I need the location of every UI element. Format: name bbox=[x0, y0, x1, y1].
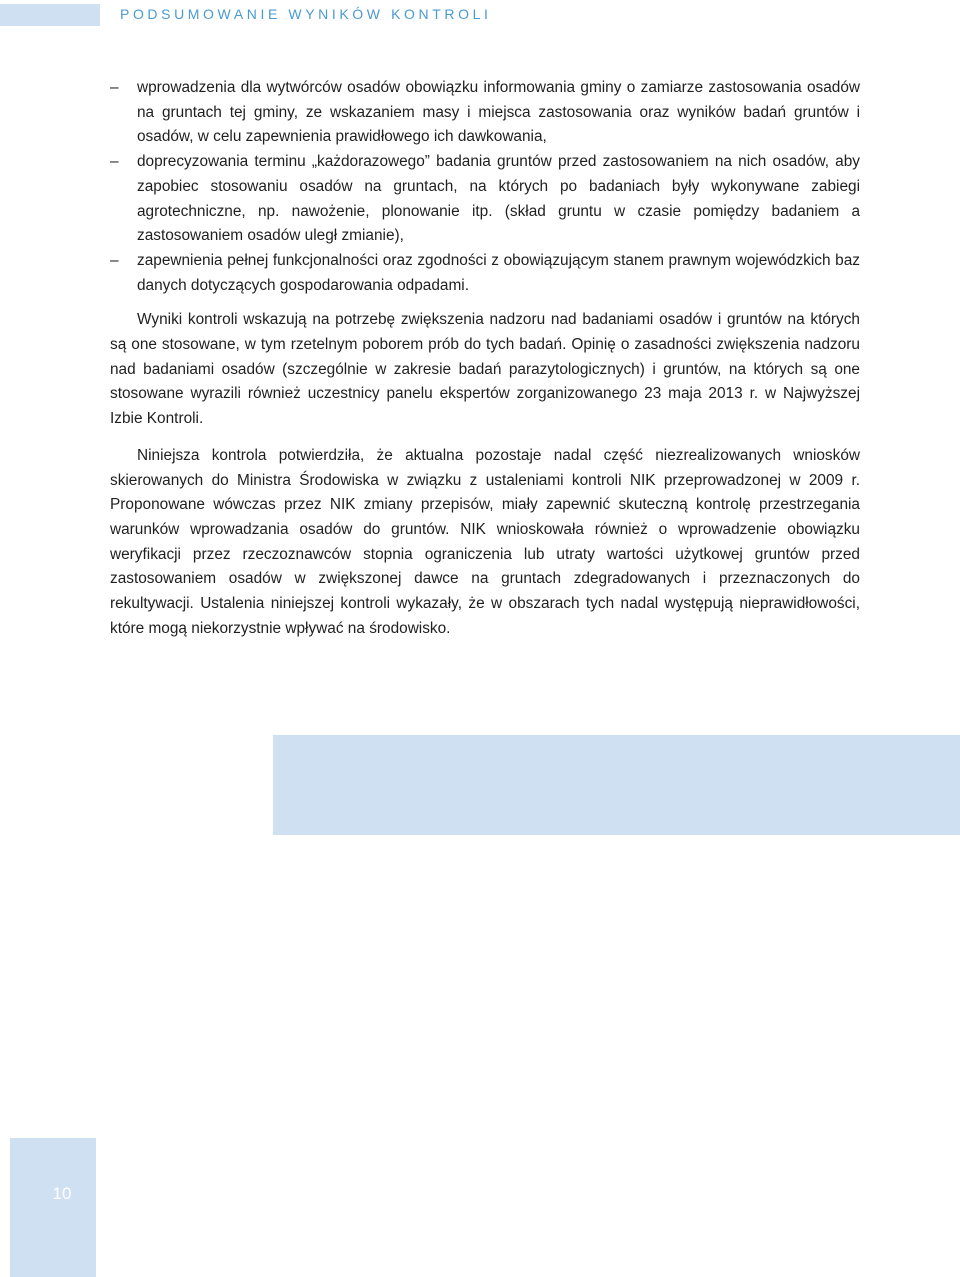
header-accent-bar bbox=[0, 4, 100, 26]
main-content bbox=[110, 76, 860, 641]
dash-bullet: – bbox=[110, 251, 119, 269]
list-item bbox=[110, 76, 860, 150]
page-number-tab bbox=[10, 1138, 96, 1277]
body-paragraph: Wyniki kontroli wskazują na potrzebę zwiększenia nadzoru nad badaniami osadów i gruntów na których są one stosowane, w tym rzetelnym poborem prób do tych badań. Opinię o zasadności zwiększenia nadzoru nad badaniami osadów (szczególnie w zakresie badań parazytologicznych) i gruntów, na których są one stosowane wyrazili również uczestnicy panelu ekspertów zorganizowanego 23 maja 2013 r. w Najwyższej Izbie Kontroli. bbox=[110, 311, 860, 428]
dash-bullet: – bbox=[110, 153, 119, 171]
section-title: PODSUMOWANIE WYNIKÓW KONTROLI bbox=[120, 6, 492, 22]
list-item bbox=[110, 249, 860, 298]
list-item-text: wprowadzenia dla wytwórców osadów obowiązku informowania gminy o zamiarze zastosowania osadów na gruntach tej gminy, ze wskazaniem masy i miejsca zastosowania oraz wyników badań gruntów i osadów, w celu zapewnienia prawidłowego ich dawkowania, bbox=[137, 79, 860, 146]
recommendations-list bbox=[110, 76, 860, 298]
list-item-text: zapewnienia pełnej funkcjonalności oraz zgodności z obowiązującym stanem prawnym wojewódzkich baz danych dotyczących gospodarowania odpadami. bbox=[137, 251, 860, 294]
list-item bbox=[110, 150, 860, 249]
decorative-blue-panel bbox=[273, 735, 960, 835]
dash-bullet: – bbox=[110, 79, 119, 96]
list-item-text: doprecyzowania terminu „każdorazowego” badania gruntów przed zastosowaniem na nich osadów, aby zapobiec stosowaniu osadów na gruntach, na których po badaniach były wykonywane zabiegi agrotechniczne, np. nawożenie, plonowanie itp. (skład gruntu w czasie pomiędzy badaniem a zastosowaniem osadów uległ zmianie), bbox=[137, 153, 860, 245]
page-number: 10 bbox=[52, 1184, 72, 1203]
body-paragraph: Niniejsza kontrola potwierdziła, że aktualna pozostaje nadal część niezrealizowanych wniosków skierowanych do Ministra Środowiska w związku z ustaleniami kontroli NIK przeprowadzonej w 2009 r. Proponowane wówczas przez NIK zmiany przepisów, miały zapewnić skuteczną kontrolę przestrzegania warunków wprowadzania osadów do gruntów. NIK wnioskowała również o wprowadzenie obowiązku weryfikacji przez rzeczoznawców stopnia ograniczenia lub utraty wartości użytkowej gruntów przed zastosowaniem osadów w zwiększonej dawce na gruntach zdegradowanych i przeznaczonych do rekultywacji. Ustalenia niniejszej kontroli wykazały, że w obszarach tych nadal występują nieprawidłowości, które mogą niekorzystnie wpływać na środowisko. bbox=[110, 446, 860, 637]
